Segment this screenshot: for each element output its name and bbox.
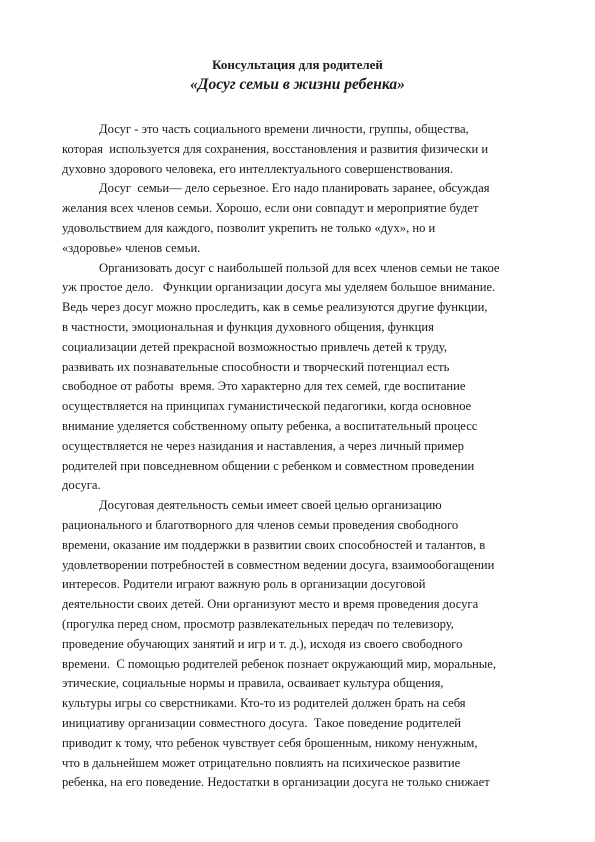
paragraph-line: осуществляется на принципах гуманистической педагогики, когда основное: [62, 399, 472, 414]
paragraph: [62, 496, 542, 793]
paragraph-line: удовлетворении потребностей в совместном ведении досуга, взаимообогащении: [62, 557, 495, 572]
paragraph-line: которая используется для сохранения, восстановления и развития физически и: [62, 141, 489, 156]
paragraph-line: Досуговая деятельность семьи имеет своей целью организацию: [99, 498, 442, 513]
paragraph-line: (прогулка перед сном, просмотр развлекательных передач по телевизору,: [62, 616, 454, 631]
paragraph-line: проведение обучающих занятий и игр и т. д.), исходя из своего свободного: [62, 636, 463, 651]
paragraph-line: инициативу организации совместного досуга. Такое поведение родителей: [62, 715, 462, 730]
paragraph-line: свободное от работы время. Это характерно для тех семей, где воспитание: [62, 379, 466, 394]
paragraph-line: интересов. Родители играют важную роль в организации досуговой: [62, 577, 426, 592]
document-subtitle: «Досуг семьи в жизни ребенка»: [190, 76, 405, 93]
paragraph-line: «здоровье» членов семьи.: [62, 240, 201, 255]
paragraph-line: времени, оказание им поддержки в развитии своих способностей и талантов, в: [62, 537, 486, 552]
paragraph-line: рационального и благотворного для членов семьи проведения свободного: [62, 517, 459, 532]
paragraph-line: внимание уделяется собственному опыту ребенка, а воспитательный процесс: [62, 418, 478, 433]
paragraph-line: времени. С помощью родителей ребенок познает окружающий мир, моральные,: [62, 656, 496, 671]
paragraph-line: Досуг семьи— дело серьезное. Его надо планировать заранее, обсуждая: [99, 181, 490, 196]
paragraph-line: этические, социальные нормы и правила, осваивает культура общения,: [62, 676, 444, 691]
paragraph-line: Ведь через досуг можно проследить, как в семье реализуются другие функции,: [62, 300, 488, 315]
paragraph-line: уж простое дело. Функции организации досуга мы уделяем большое внимание.: [62, 280, 496, 295]
paragraph: [62, 179, 542, 258]
paragraph-line: деятельности своих детей. Они организуют место и время проведения досуга: [62, 597, 479, 612]
paragraph-line: духовно здорового человека, его интеллектуального совершенствования.: [62, 161, 454, 176]
paragraph: [62, 120, 542, 179]
paragraph-line: развивать их познавательные способности и творческий потенциал есть: [62, 359, 450, 374]
paragraph-line: социализации детей прекрасной возможностью привлечь детей к труду,: [62, 339, 447, 354]
paragraph: [62, 259, 542, 497]
paragraph-line: удовольствием для каждого, позволит укрепить не только «дух», но и: [62, 220, 436, 235]
paragraph-line: приводит к тому, что ребенок чувствует себя брошенным, никому ненужным,: [62, 735, 478, 750]
document-title: Консультация для родителей: [212, 57, 383, 72]
paragraph-line: родителей при повседневном общении с ребенком и совместном проведении: [62, 458, 475, 473]
paragraph-line: что в дальнейшем может отрицательно повлиять на психическое развитие: [62, 755, 461, 770]
paragraph-line: ребенка, на его поведение. Недостатки в организации досуга не только снижает: [62, 775, 490, 790]
paragraph-line: желания всех членов семьи. Хорошо, если они совпадут и мероприятие будет: [62, 201, 479, 216]
paragraph-line: Организовать досуг с наибольшей пользой для всех членов семьи не такое: [99, 260, 500, 275]
paragraph-line: культуры игры со сверстниками. Кто-то из родителей должен брать на себя: [62, 696, 466, 711]
paragraph-line: досуга.: [62, 478, 101, 493]
document-body: [62, 120, 542, 793]
paragraph-line: в частности, эмоциональная и функция духовного общения, функция: [62, 319, 434, 334]
paragraph-line: осуществляется не через назидания и наставления, а через личный пример: [62, 438, 464, 453]
paragraph-line: Досуг - это часть социального времени личности, группы, общества,: [99, 122, 469, 136]
